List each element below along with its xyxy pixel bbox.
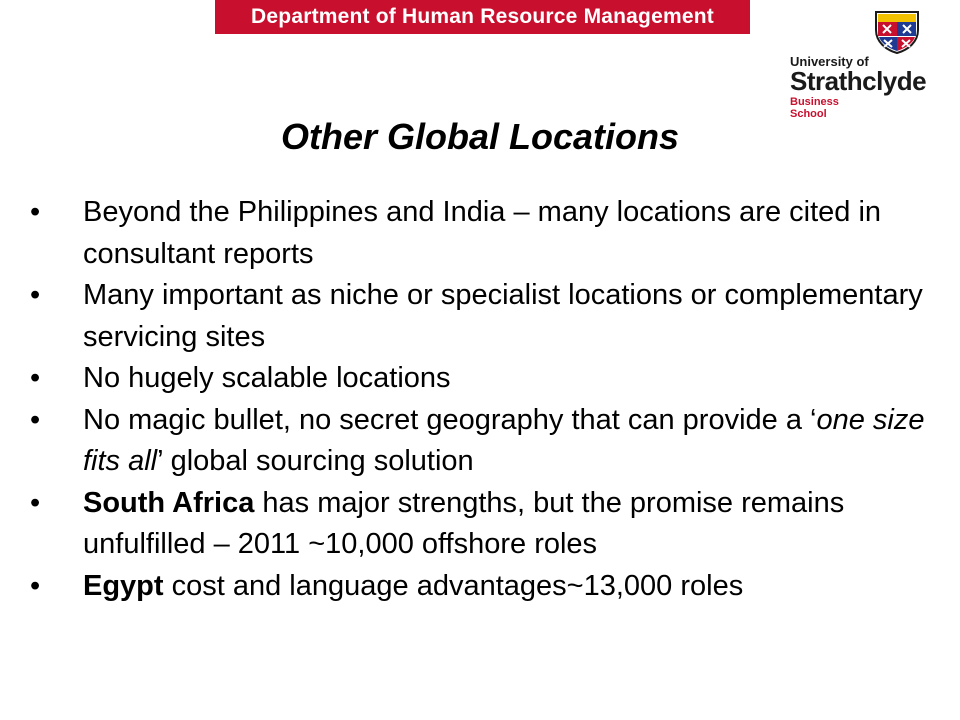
bullet-bold-text: Egypt bbox=[83, 569, 164, 602]
bullet-text: cost and language advantages~13,000 roles bbox=[163, 569, 744, 602]
bullet-text: has major strengths, but the promise remains unfulfilled – 2011 ~10,000 offshore roles bbox=[83, 486, 845, 560]
bullet-item bbox=[30, 483, 935, 566]
bullet-item bbox=[30, 400, 935, 483]
crest-icon bbox=[874, 10, 920, 54]
bullet-item bbox=[30, 566, 935, 608]
bullet-item bbox=[30, 358, 935, 400]
slide-title: Other Global Locations bbox=[280, 116, 680, 157]
bullet-italic-text: one size fits all bbox=[83, 403, 925, 477]
bullet-bold-text: South Africa bbox=[83, 486, 255, 519]
bullet-text: ’ global sourcing solution bbox=[157, 445, 474, 477]
logo-school: School bbox=[790, 108, 827, 120]
bullet-text: No hugely scalable locations bbox=[83, 362, 451, 394]
bullet-item bbox=[30, 192, 935, 275]
university-logo bbox=[790, 10, 950, 120]
bullet-item bbox=[30, 275, 935, 358]
bullet-text: No magic bullet, no secret geography that can provide a ‘ bbox=[83, 403, 817, 436]
logo-university-of: University of bbox=[790, 54, 869, 69]
header-title: Department of Human Resource Management bbox=[251, 5, 714, 28]
bullet-text: Beyond the Philippines and India – many locations are cited in consultant reports bbox=[83, 196, 882, 270]
logo-strathclyde: Strathclyde bbox=[790, 66, 927, 96]
bullet-text: Many important as niche or specialist locations or complementary servicing sites bbox=[83, 279, 923, 353]
bullet-list bbox=[30, 192, 935, 607]
logo-business: Business bbox=[790, 96, 839, 108]
